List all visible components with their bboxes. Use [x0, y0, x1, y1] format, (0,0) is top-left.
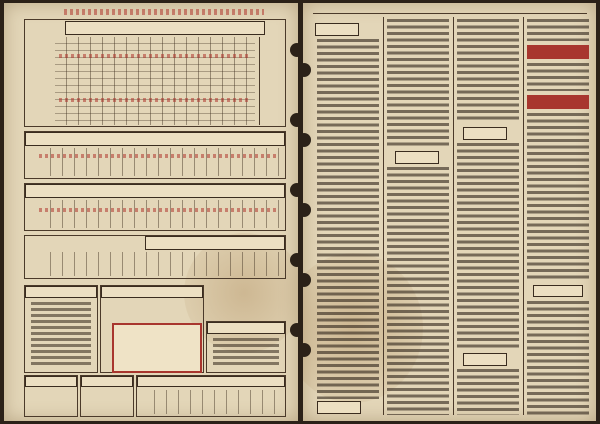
- section-header: [533, 285, 583, 297]
- directory-column-2b: [387, 167, 449, 415]
- directory-column-4b: [527, 63, 589, 91]
- timetable-1-red-row: [59, 98, 249, 102]
- directory-column-3: [457, 19, 519, 123]
- timetable-3-header: [25, 184, 285, 198]
- section-header: [463, 353, 507, 366]
- lower-box-3-text: [213, 338, 279, 368]
- top-banner-rule: [64, 9, 264, 15]
- lower-box-6: [136, 375, 286, 417]
- advertisement-panel: [112, 323, 202, 373]
- timetable-1: [24, 19, 286, 127]
- directory-column-4d: [527, 301, 589, 415]
- timetable-4-header: [145, 236, 285, 250]
- section-header: [317, 401, 361, 414]
- column-divider: [383, 17, 384, 415]
- binder-hole: [290, 43, 298, 57]
- section-header: [395, 151, 439, 164]
- lower-box-2-title: [101, 286, 203, 298]
- binder-hole: [290, 323, 298, 337]
- advertisement-strip: [527, 45, 589, 59]
- directory-column-3c: [457, 369, 519, 415]
- timetable-1-header: [65, 21, 265, 35]
- lower-box-4-title: [25, 376, 77, 387]
- timetable-2-grid: [39, 148, 279, 176]
- binder-hole: [303, 203, 311, 217]
- lower-box-3-title: [207, 322, 285, 334]
- directory-column-1: [317, 39, 379, 399]
- timetable-3-red-row: [39, 208, 279, 212]
- directory-column-4c: [527, 113, 589, 281]
- timetable-2-red-row: [39, 154, 279, 158]
- binder-hole: [303, 63, 311, 77]
- timetable-1-red-row: [59, 54, 249, 58]
- lower-box-5-title: [81, 376, 133, 387]
- lower-box-6-title: [137, 376, 285, 387]
- lower-box-1: [24, 285, 98, 373]
- left-page: [4, 3, 298, 421]
- binder-hole: [303, 133, 311, 147]
- directory-column-4: [527, 19, 589, 41]
- lower-box-1-text: [31, 302, 91, 368]
- binder-hole: [290, 113, 298, 127]
- lower-box-4: [24, 375, 78, 417]
- timetable-2: [24, 131, 286, 179]
- lower-box-6-grid: [143, 390, 279, 414]
- directory-column-2: [387, 19, 449, 147]
- top-rule: [313, 13, 587, 14]
- divider: [259, 37, 260, 125]
- directory-column-3b: [457, 143, 519, 349]
- right-page: [303, 3, 596, 421]
- column-divider: [523, 17, 524, 415]
- lower-box-1-title: [25, 286, 97, 298]
- timetable-1-rows: [55, 37, 255, 125]
- lower-box-3: [206, 321, 286, 373]
- binder-hole: [290, 183, 298, 197]
- section-header: [463, 127, 507, 140]
- column-divider: [453, 17, 454, 415]
- section-header: [315, 23, 359, 36]
- advertisement-strip: [527, 95, 589, 109]
- timetable-3-grid: [39, 200, 279, 228]
- binder-hole: [290, 253, 298, 267]
- timetable-3: [24, 183, 286, 231]
- timetable-4: [24, 235, 286, 279]
- timetable-4-grid: [39, 252, 279, 276]
- lower-box-5: [80, 375, 134, 417]
- timetable-2-header: [25, 132, 285, 146]
